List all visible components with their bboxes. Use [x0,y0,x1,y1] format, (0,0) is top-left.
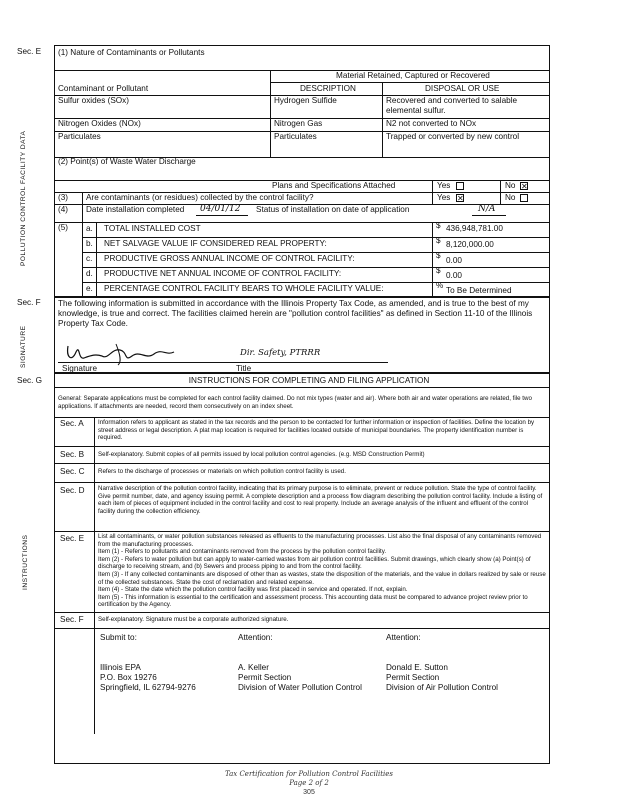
item1-label: (1) Nature of Contaminants or Pollutants [58,48,205,57]
disposal-row-2: N2 not converted to NOx [386,119,477,128]
section-f-label: Sec. F [17,298,41,307]
contaminant-row-1: Sulfur oxides (SOx) [58,96,129,105]
instr-sec-f-text: Self-explanatory. Signature must be a corporate authorized signature. [98,616,289,623]
instr-sec-e-label: Sec. E [60,534,85,543]
cost-e-percent: % [436,281,444,290]
instr-sec-c-label: Sec. C [60,467,85,476]
attention-air-label: Attention: [386,633,421,642]
cost-d-key: d. [86,269,93,278]
submit-line-2: P.O. Box 19276 [100,673,157,682]
item3-number: (3) [58,193,69,202]
cost-a-key: a. [86,224,93,233]
cost-b-key: b. [86,239,93,248]
item2-label: (2) Point(s) of Waste Water Discharge [58,157,196,166]
cost-b-value[interactable]: 8,120,000.00 [446,240,494,249]
col-disposal: DISPOSAL OR USE [425,84,500,93]
item4-status-value[interactable]: N/A [478,204,496,214]
item3-no-checkbox[interactable] [520,194,528,202]
cost-b-label: NET SALVAGE VALUE IF CONSIDERED REAL PROPERTY: [104,239,327,248]
instructions-heading: INSTRUCTIONS FOR COMPLETING AND FILING APPLICATION [188,376,430,385]
attention-water-line-2: Permit Section [238,673,292,682]
title-label: Title [236,364,252,373]
disposal-row-1b: elemental sulfur. [386,106,446,115]
section-e-side-text: POLLUTION CONTROL FACILITY DATA [20,130,27,266]
cost-d-value[interactable]: 0.00 [446,271,462,280]
cost-b-dollar: $ [436,236,441,245]
section-f-text: The following information is submitted in accordance with the Illinois Property Tax Code, as amended, and is true to the best of my knowledge, is true and correct. The facilities claimed herein are "pollution control facilities" as defined in Section 11-10 of the Illinois Property Tax Code. [58,299,533,328]
section-g-label: Sec. G [17,376,43,385]
instr-sec-d-text: Narrative description of the pollution control facility, indicating that its primary purpose is to eliminate, prevent or reduce pollution. State the type of control facility. Give permit number, date, and agency issuing permit. A complete description and a process flow diagram describing the pollution control facility. Include a listing of each item of pieces of equipment included in the control facility and cost to real property. Include an average analysis of the influent and effluent of the control facility during the collection efficiency. [98,485,543,515]
item4-date-label: Date installation completed [86,205,185,214]
cost-e-key: e. [86,284,93,293]
cost-c-dollar: $ [436,251,441,260]
section-e-label: Sec. E [17,47,42,56]
attention-air-line-2: Permit Section [386,673,440,682]
plans-yes-label: Yes [437,181,451,190]
instr-sec-e-text: List all contaminants, or water pollution substances released as effluents to the manufacturing processes. List also the final disposal of any contaminants removed from the manufacturing processes. Item (1) - Refers to pollutants and contaminants removed from the process by the pollution control facility. Item (2) - Refers to water pollution but can apply to water-carried wastes from air pollution control facilities. Submit drawings, which clearly show (a) Point(s) of discharge to receiving stream, and (b) Sewers and process piping to and from the control facility. Item (3) - If any collected contaminants are disposed of other than as wastes, state the disposition of the materials, and the value in dollars realized by sale or reuse of the collected substances. State the cost of reclamation and related expense. Item (4) - State the date which the pollution control facility was first placed in service and operated. If not, explain. Item (5) - This information is essential to the certification and assessment process. This accounting data must be compared to advance project review prior to certification by the Agency. [98,533,546,609]
instr-sec-b-label: Sec. B [60,450,85,459]
cost-d-dollar: $ [436,266,441,275]
cost-e-value[interactable]: To Be Determined [446,286,512,295]
title-value[interactable]: Dir. Safety, PTRRR [240,348,321,358]
attention-water-label: Attention: [238,633,273,642]
instr-sec-b-text: Self-explanatory. Submit copies of all permits issued by local pollution control agencies. (e.g. MSD Construction Permit) [98,451,425,458]
attention-water-line-1: A. Keller [238,663,269,672]
plans-no-label: No [505,181,516,190]
cost-c-value[interactable]: 0.00 [446,256,462,265]
plans-label: Plans and Specifications Attached [272,181,396,190]
description-row-3: Particulates [274,132,317,141]
footer-number: 305 [303,789,315,796]
item4-number: (4) [58,205,69,214]
section-f-side-text: SIGNATURE [20,325,27,368]
contaminant-row-2: Nitrogen Oxides (NOx) [58,119,141,128]
item3-yes-checkbox[interactable]: ✕ [457,194,464,203]
footer-page: Page 2 of 2 [289,779,329,787]
attention-air-line-3: Division of Air Pollution Control [386,683,498,692]
submit-line-3: Springfield, IL 62794-9276 [100,683,196,692]
instr-sec-d-label: Sec. D [60,486,85,495]
section-g-side-text: INSTRUCTIONS [22,534,29,590]
cost-a-label: TOTAL INSTALLED COST [104,224,201,233]
cost-a-dollar: $ [436,221,441,230]
instr-sec-a-label: Sec. A [60,419,84,428]
cost-d-label: PRODUCTIVE NET ANNUAL INCOME OF CONTROL FACILITY: [104,269,342,278]
cost-a-value[interactable]: 436,948,781.00 [446,224,503,233]
cost-e-label: PERCENTAGE CONTROL FACILITY BEARS TO WHOLE FACILITY VALUE: [104,284,384,293]
submit-to-label: Submit to: [100,633,137,642]
col-contaminant: Contaminant or Pollutant [58,84,149,93]
footer-title: Tax Certification for Pollution Control Facilities [224,770,394,778]
item4-status-label: Status of installation on date of application [256,205,410,214]
instr-sec-a-text: Information refers to applicant as stated in the tax records and the person to be contacted for further information or inspection of facilities. Define the location by street address or legal description. A plat map location is required for facilities located outside of municipal boundaries. The property identification number is required. [98,419,535,442]
item3-question: Are contaminants (or residues) collected by the control facility? [86,193,314,202]
cost-c-label: PRODUCTIVE GROSS ANNUAL INCOME OF CONTROL FACILITY: [104,254,355,263]
attention-water-line-3: Division of Water Pollution Control [238,683,362,692]
plans-yes-checkbox[interactable] [456,182,464,190]
signature-label: Signature [62,364,98,373]
instr-sec-c-text: Refers to the discharge of processes or materials on which pollution control facility is used. [98,468,346,475]
general-instructions: General: Separate applications must be completed for each control facility claimed. Do not mix types (water and air). Where both air and water operations are related, file two applications. If attachments are needed, record them consecutively on an index sheet. [58,395,532,410]
instr-sec-f-label: Sec. F [60,615,84,624]
item4-date-value[interactable]: 04/01/12 [200,204,241,214]
plans-no-checkbox[interactable]: ✕ [521,182,528,191]
material-header: Material Retained, Captured or Recovered [336,71,490,80]
description-row-2: Nitrogen Gas [274,119,323,128]
item3-yes-label: Yes [437,193,451,202]
col-description: DESCRIPTION [300,84,356,93]
disposal-row-1: Recovered and converted to salable [386,96,518,105]
attention-air-line-1: Donald E. Sutton [386,663,448,672]
item3-no-label: No [505,193,516,202]
contaminant-row-3: Particulates [58,132,101,141]
disposal-row-3: Trapped or converted by new control [386,132,520,141]
item5-number: (5) [58,223,69,232]
description-row-1: Hydrogen Sulfide [274,96,337,105]
submit-line-1: Illinois EPA [100,663,141,672]
cost-c-key: c. [86,254,93,263]
